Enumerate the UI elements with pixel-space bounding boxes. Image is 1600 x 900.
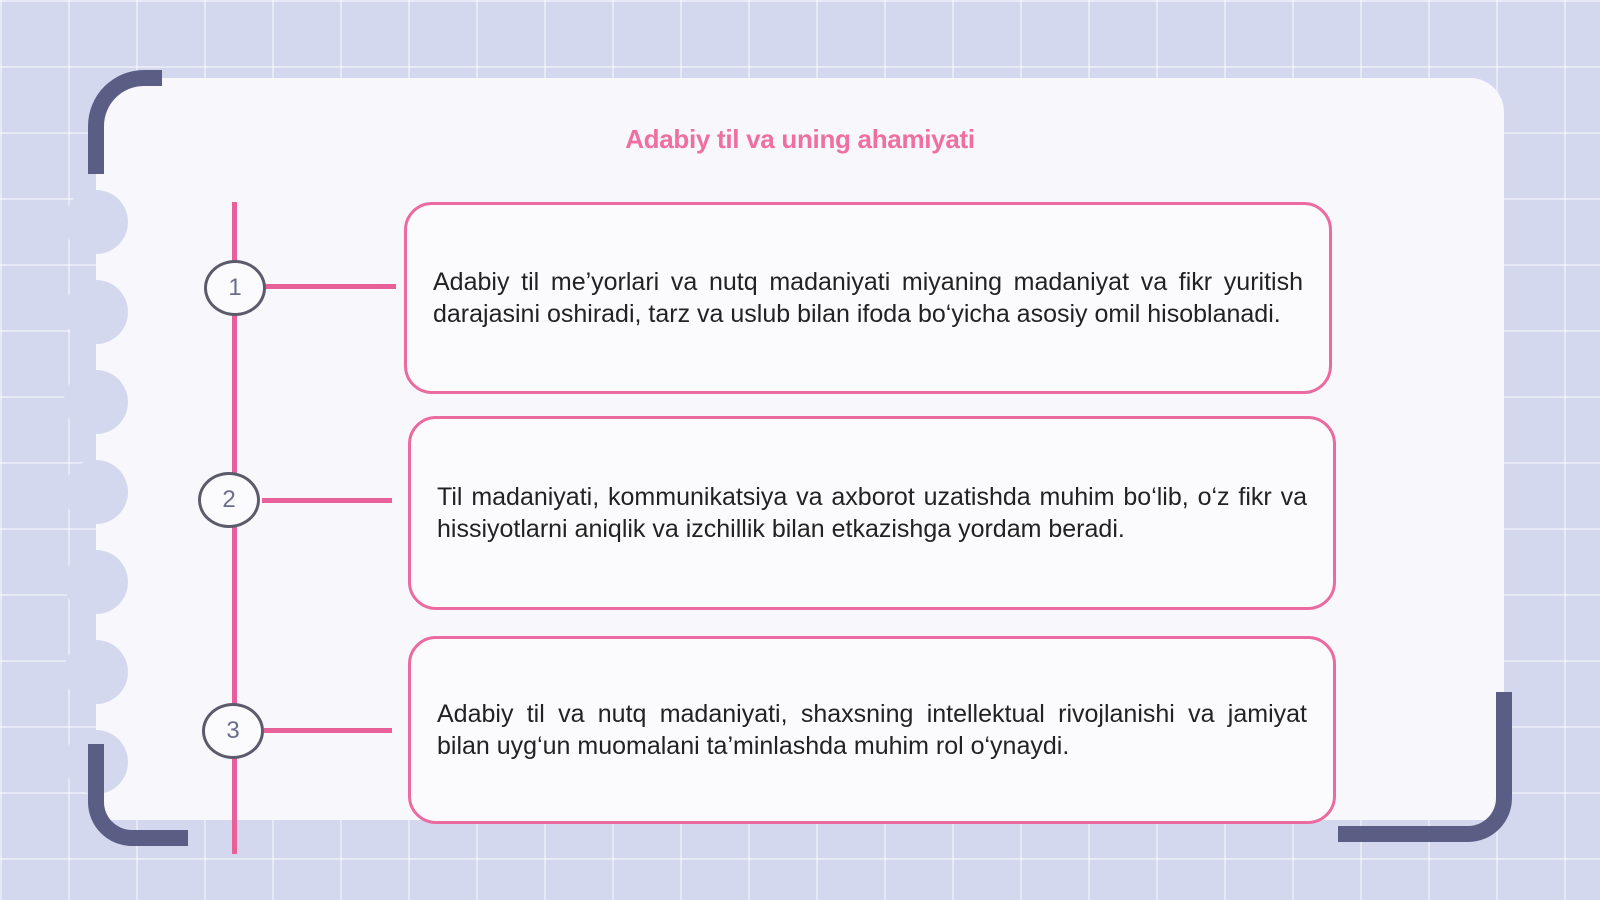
connector-line bbox=[264, 284, 396, 289]
step-text-3: Adabiy til va nutq madaniyati, shaxsning intellektual rivojlanishi va jamiyat bilan uyg‘un muomalani ta’minlashda muhim rol o‘ynaydi. bbox=[437, 700, 1307, 760]
step-text-2: Til madaniyati, kommunikatsiya va axborot uzatishda muhim bo‘lib, o‘z fikr va hissiyotlarni aniqlik va izchillik bilan etkazishga yordam beradi. bbox=[437, 483, 1307, 543]
paper-notch bbox=[64, 550, 128, 614]
paper-notch bbox=[64, 370, 128, 434]
step-number-1: 1 bbox=[204, 260, 266, 316]
corner-bracket-bottom-left bbox=[88, 744, 188, 846]
corner-bracket-top-left bbox=[88, 70, 162, 174]
step-number-2: 2 bbox=[198, 472, 260, 528]
slide-title: Adabiy til va uning ahamiyati bbox=[625, 124, 975, 154]
paper-notch bbox=[64, 640, 128, 704]
paper-notch bbox=[64, 190, 128, 254]
step-card-2 bbox=[408, 416, 1336, 610]
paper-notch bbox=[64, 280, 128, 344]
step-card-1 bbox=[404, 202, 1332, 394]
connector-line bbox=[264, 728, 392, 733]
step-text-1: Adabiy til me’yorlari va nutq madaniyati miyaning madaniyat va fikr yuritish darajasini oshiradi, tarz va uslub bilan ifoda bo‘yicha asosiy omil hisoblanadi. bbox=[433, 268, 1303, 328]
connector-line bbox=[262, 498, 392, 503]
corner-bracket-bottom-right bbox=[1338, 692, 1512, 842]
paper-notch bbox=[64, 460, 128, 524]
step-card-3 bbox=[408, 636, 1336, 824]
step-number-3: 3 bbox=[202, 703, 264, 759]
